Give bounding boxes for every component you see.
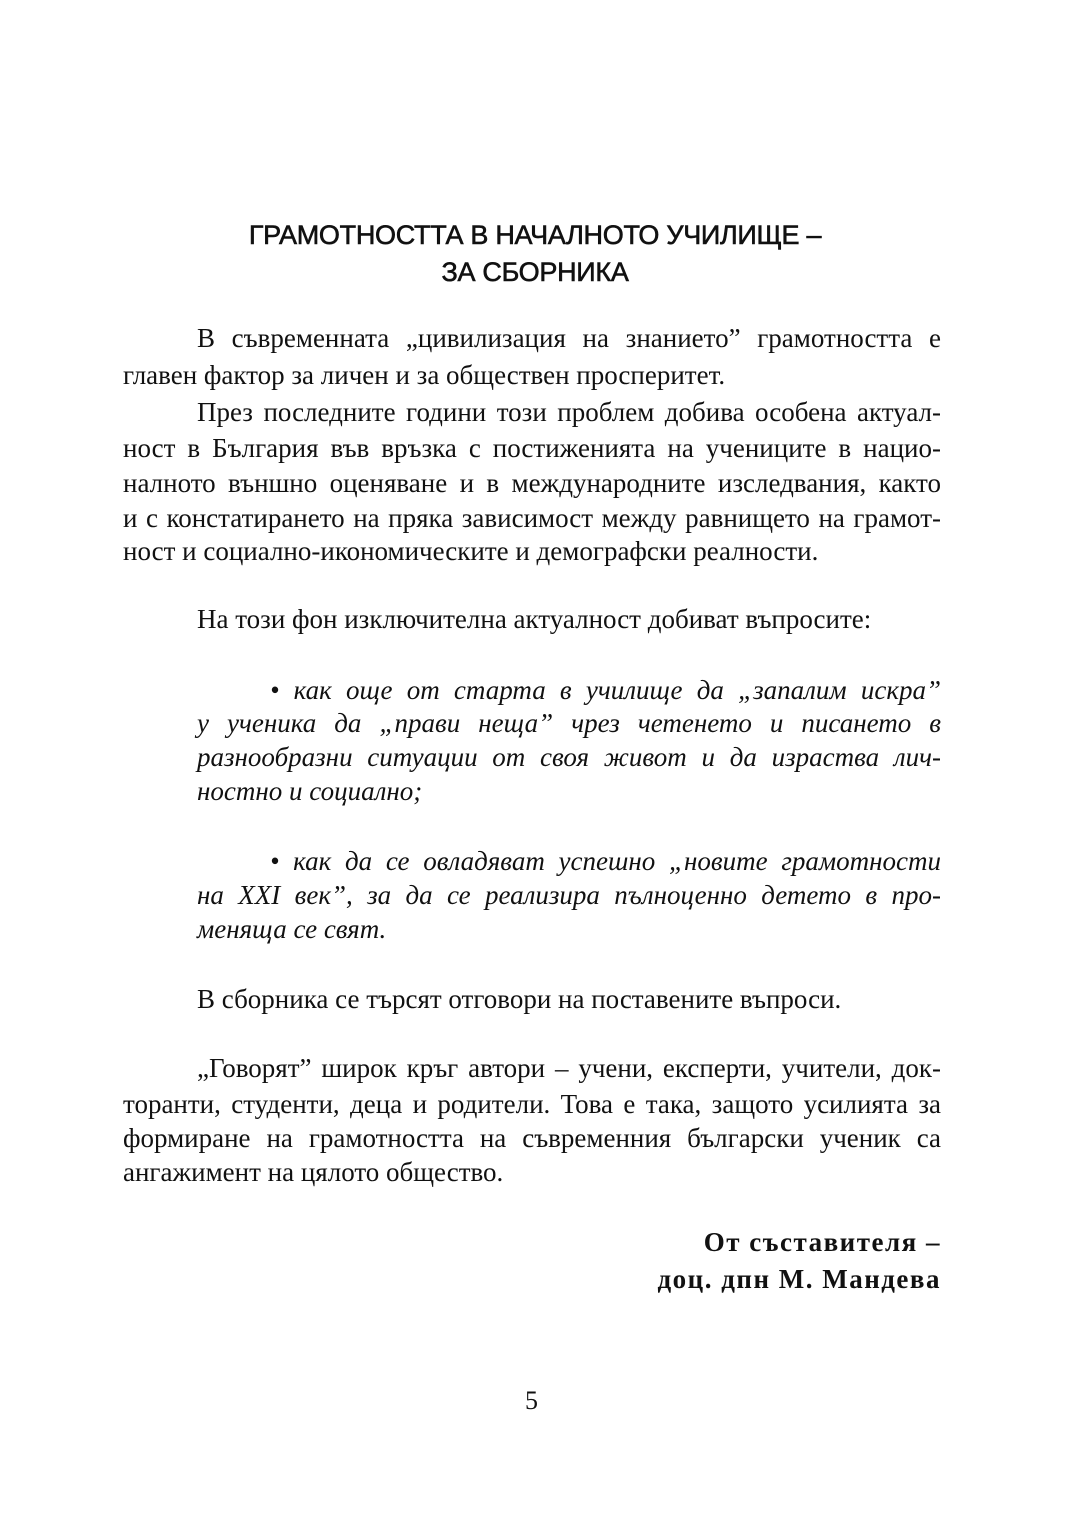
page-number: 5 xyxy=(525,1386,538,1415)
context-line-3: налното външно оценяване и в международните изследвания, както xyxy=(123,468,941,498)
signature-line-1: От съставителя – xyxy=(703,1227,941,1257)
intro-line-2: главен фактор за личен и за обществен просперитет. xyxy=(123,360,726,390)
bullet-1-line-3: разнообразни ситуации от своя живот и да израства лич- xyxy=(197,742,941,772)
bullet-1-line-2: у ученика да „прави неща” чрез четенето и писането в xyxy=(197,708,941,738)
bullet-1-line-1: • как още от старта в училище да „запалим искра” xyxy=(270,675,941,705)
bullet-2-line-1: • как да се овладяват успешно „новите грамотности xyxy=(270,846,941,876)
context-line-5: ност и социално-икономическите и демографски реалности. xyxy=(123,536,819,566)
context-line-1: През последните години този проблем добива особена актуал- xyxy=(197,397,941,427)
authors-line-2: торанти, студенти, деца и родители. Това е така, защото усилията за xyxy=(123,1089,941,1119)
bullet-2-line-2: на XXI век”, за да се реализира пълноценно детето в про- xyxy=(197,880,941,910)
context-line-4: и с констатирането на пряка зависимост между равнището на грамот- xyxy=(123,503,941,533)
page-title-line-2: ЗА СБОРНИКА xyxy=(441,257,629,287)
signature-line-2: доц. дпн М. Мандева xyxy=(657,1264,941,1294)
bullet-2-line-3: меняща се свят. xyxy=(197,914,387,944)
page-title-line-1: ГРАМОТНОСТТА В НАЧАЛНОТО УЧИЛИЩЕ – xyxy=(248,220,822,250)
authors-line-3: формиране на грамотността на съвременния български ученик са xyxy=(123,1123,941,1153)
questions-intro: На този фон изключителна актуалност добиват въпросите: xyxy=(197,604,872,634)
authors-line-4: ангажимент на цялото общество. xyxy=(123,1157,504,1187)
context-line-2: ност в България във връзка с постиженията на учениците в нацио- xyxy=(123,433,941,463)
authors-line-1: „Говорят” широк кръг автори – учени, експерти, учители, док- xyxy=(197,1053,941,1083)
intro-line-1: В съвременната „цивилизация на знанието” грамотността е xyxy=(197,323,941,353)
answers-line: В сборника се търсят отговори на поставените въпроси. xyxy=(197,984,842,1014)
bullet-1-line-4: ностно и социално; xyxy=(197,776,423,806)
